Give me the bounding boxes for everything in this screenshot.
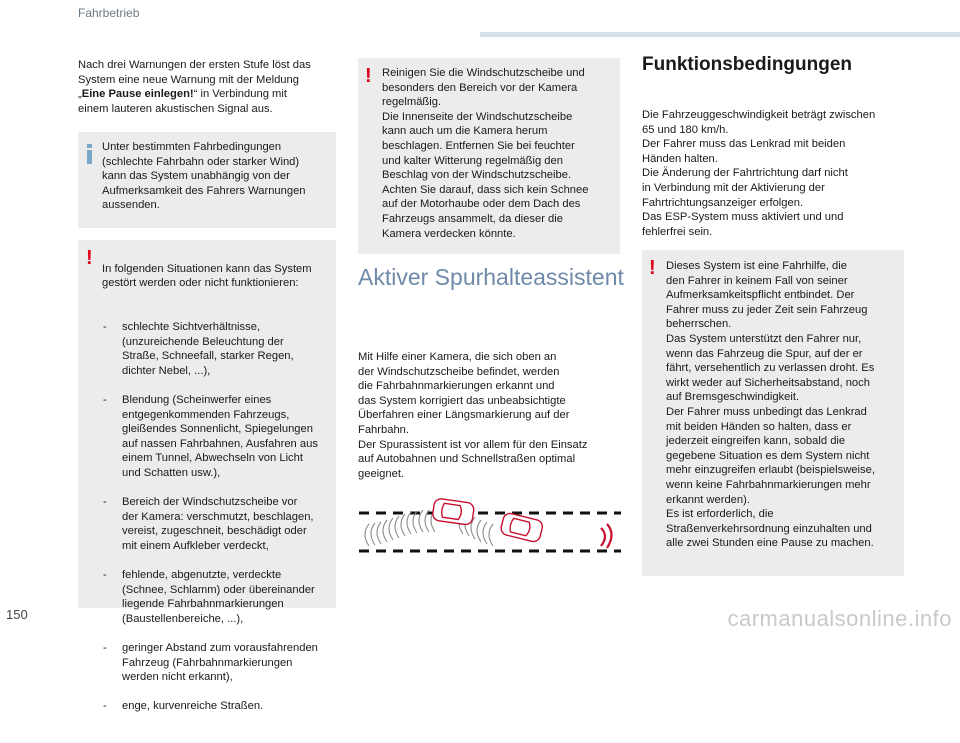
car-corrected — [500, 512, 544, 543]
intro-text-pre: Nach drei Warnungen der ersten Stufe löst das System eine neue Warnung mit der Meldung „ — [78, 59, 311, 101]
warning-icon: ! — [86, 247, 93, 269]
warning-box-situations-content — [102, 247, 328, 743]
page-number: 150 — [6, 607, 28, 622]
list-item: - enge, kurvenreiche Straßen. — [102, 699, 328, 714]
section-heading-funktionsbedingungen: Funktionsbedingungen — [642, 54, 853, 75]
warning-box-cleaning-text: Reinigen Sie die Windschutzscheibe und besonders den Bereich vor der Kamera regelmäßig. Die Innenseite der Windschutzscheibe kann auch um die Kamera herum beschlagen. Entfernen Sie bei feuchter und kalter Witterung regelmäßig den Beschlag von der Windschutzscheibe. Achten Sie darauf, dass sich kein Schnee auf der Motorhaube oder dem Dach des Fahrzeugs ansammelt, da dieser die Kamera verdecken könnte. — [382, 67, 589, 240]
list-item: - fehlende, abgenutzte, verdeckte (Schnee, Schlamm) oder übereinander liegende Fahrbahnmarkierungen (Baustellenbereiche, ...), — [102, 568, 328, 626]
spurhalteassistent-text: Mit Hilfe einer Kamera, die sich oben an der Windschutzscheibe befindet, werden die Fahrbahnmarkierungen erkannt und das System korrigiert das unbeabsichtigte Überfahren einer Längsmarkierung auf der Fahrbahn. Der Spurassistent ist vor allem für den Einsatz auf Autobahnen und Schnellstraßen optimal geeignet. — [358, 351, 588, 480]
list-item: - geringer Abstand zum vorausfahrenden Fahrzeug (Fahrbahnmarkierungen werden nicht erkannt), — [102, 641, 328, 685]
section-heading-spurhalteassistent: Aktiver Spurhalteassistent — [358, 264, 624, 290]
warning-box-situations-intro: In folgenden Situationen kann das System gestört werden oder nicht funktionieren: — [102, 262, 312, 290]
funktionsbedingungen-text: Die Fahrzeuggeschwindigkeit beträgt zwischen 65 und 180 km/h. Der Fahrer muss das Lenkrad mit beiden Händen halten. Die Änderung der Fahrtrichtung darf nicht in Verbindung mit der Aktivierung der Fahrtrichtungsanzeiger erfolgen. Das ESP-System muss aktiviert und und fehlerfrei sein. — [642, 109, 876, 238]
warning-box-fahrhilfe — [642, 250, 904, 576]
warning-box-fahrhilfe-text: Dieses System ist eine Fahrhilfe, die den Fahrer in keinem Fall von seiner Aufmerksamkeitspflicht entbindet. Der Fahrer muss zu jeder Zeit sein Fahrzeug beherrschen. Das System unterstützt den Fahrer nur, wenn das Fahrzeug die Spur, auf der er fährt, versehentlich zu verlassen droht. Es wirkt weder auf Sicherheitsabstand, noch auf Bremsgeschwindigkeit. Der Fahrer muss unbedingt das Lenkrad mit beiden Händen so halten, dass er jederzeit eingreifen kann, sobald die gegebene Situation es dem System nicht mehr einzugreifen erlaubt (beispielsweise, wenn keine Fahrbahnmarkierungen mehr erkannt werden). Es ist erforderlich, die Straßenverkehrsordnung einzuhalten und alle zwei Stunden eine Pause zu machen. — [666, 260, 875, 550]
intro-text-bold: Eine Pause einlegen! — [81, 88, 194, 101]
list-item: - schlechte Sichtverhältnisse, (unzureichende Beleuchtung der Straße, Schneefall, starker Regen, dichter Nebel, ...), — [102, 320, 328, 378]
situations-list — [102, 305, 328, 728]
info-icon — [87, 144, 92, 164]
warning-box-situations — [78, 240, 336, 713]
motion-trail — [365, 510, 493, 546]
intro-text-post: “ in Verbindung mit einem lauteren akustischen Signal aus. — [78, 88, 287, 115]
warning-icon: ! — [649, 257, 656, 279]
watermark: carmanualsonline.info — [727, 606, 952, 631]
lane-assist-illustration — [355, 490, 625, 570]
list-item: - Blendung (Scheinwerfer eines entgegenkommenden Fahrzeugs, gleißendes Sonnenlicht, Spiegelungen auf nassen Fahrbahnen, Ausfahren aus einem Tunnel, Abwechseln von Licht und Schatten usw.), — [102, 393, 328, 481]
car-drifting — [432, 498, 475, 525]
spurhalteassistent-body — [358, 350, 623, 481]
section-header: Fahrbetrieb — [78, 6, 140, 20]
warning-box-cleaning — [358, 58, 620, 254]
info-box-text: Unter bestimmten Fahrbedingungen (schlechte Fahrbahn oder starker Wind) kann das System unabhängig von der Aufmerksamkeit des Fahrers Warnungen aussenden. — [102, 141, 306, 212]
warning-icon: ! — [365, 65, 372, 87]
funktionsbedingungen-body — [642, 108, 907, 239]
info-box — [78, 132, 336, 228]
intro-paragraph — [78, 58, 338, 116]
correction-arrow — [601, 524, 612, 548]
list-item: - Bereich der Windschutzscheibe vor der Kamera: verschmutzt, beschlagen, vereist, zugeschneit, beschädigt oder mit einem Aufkleber verdeckt, — [102, 495, 328, 553]
header-rule — [480, 32, 960, 37]
